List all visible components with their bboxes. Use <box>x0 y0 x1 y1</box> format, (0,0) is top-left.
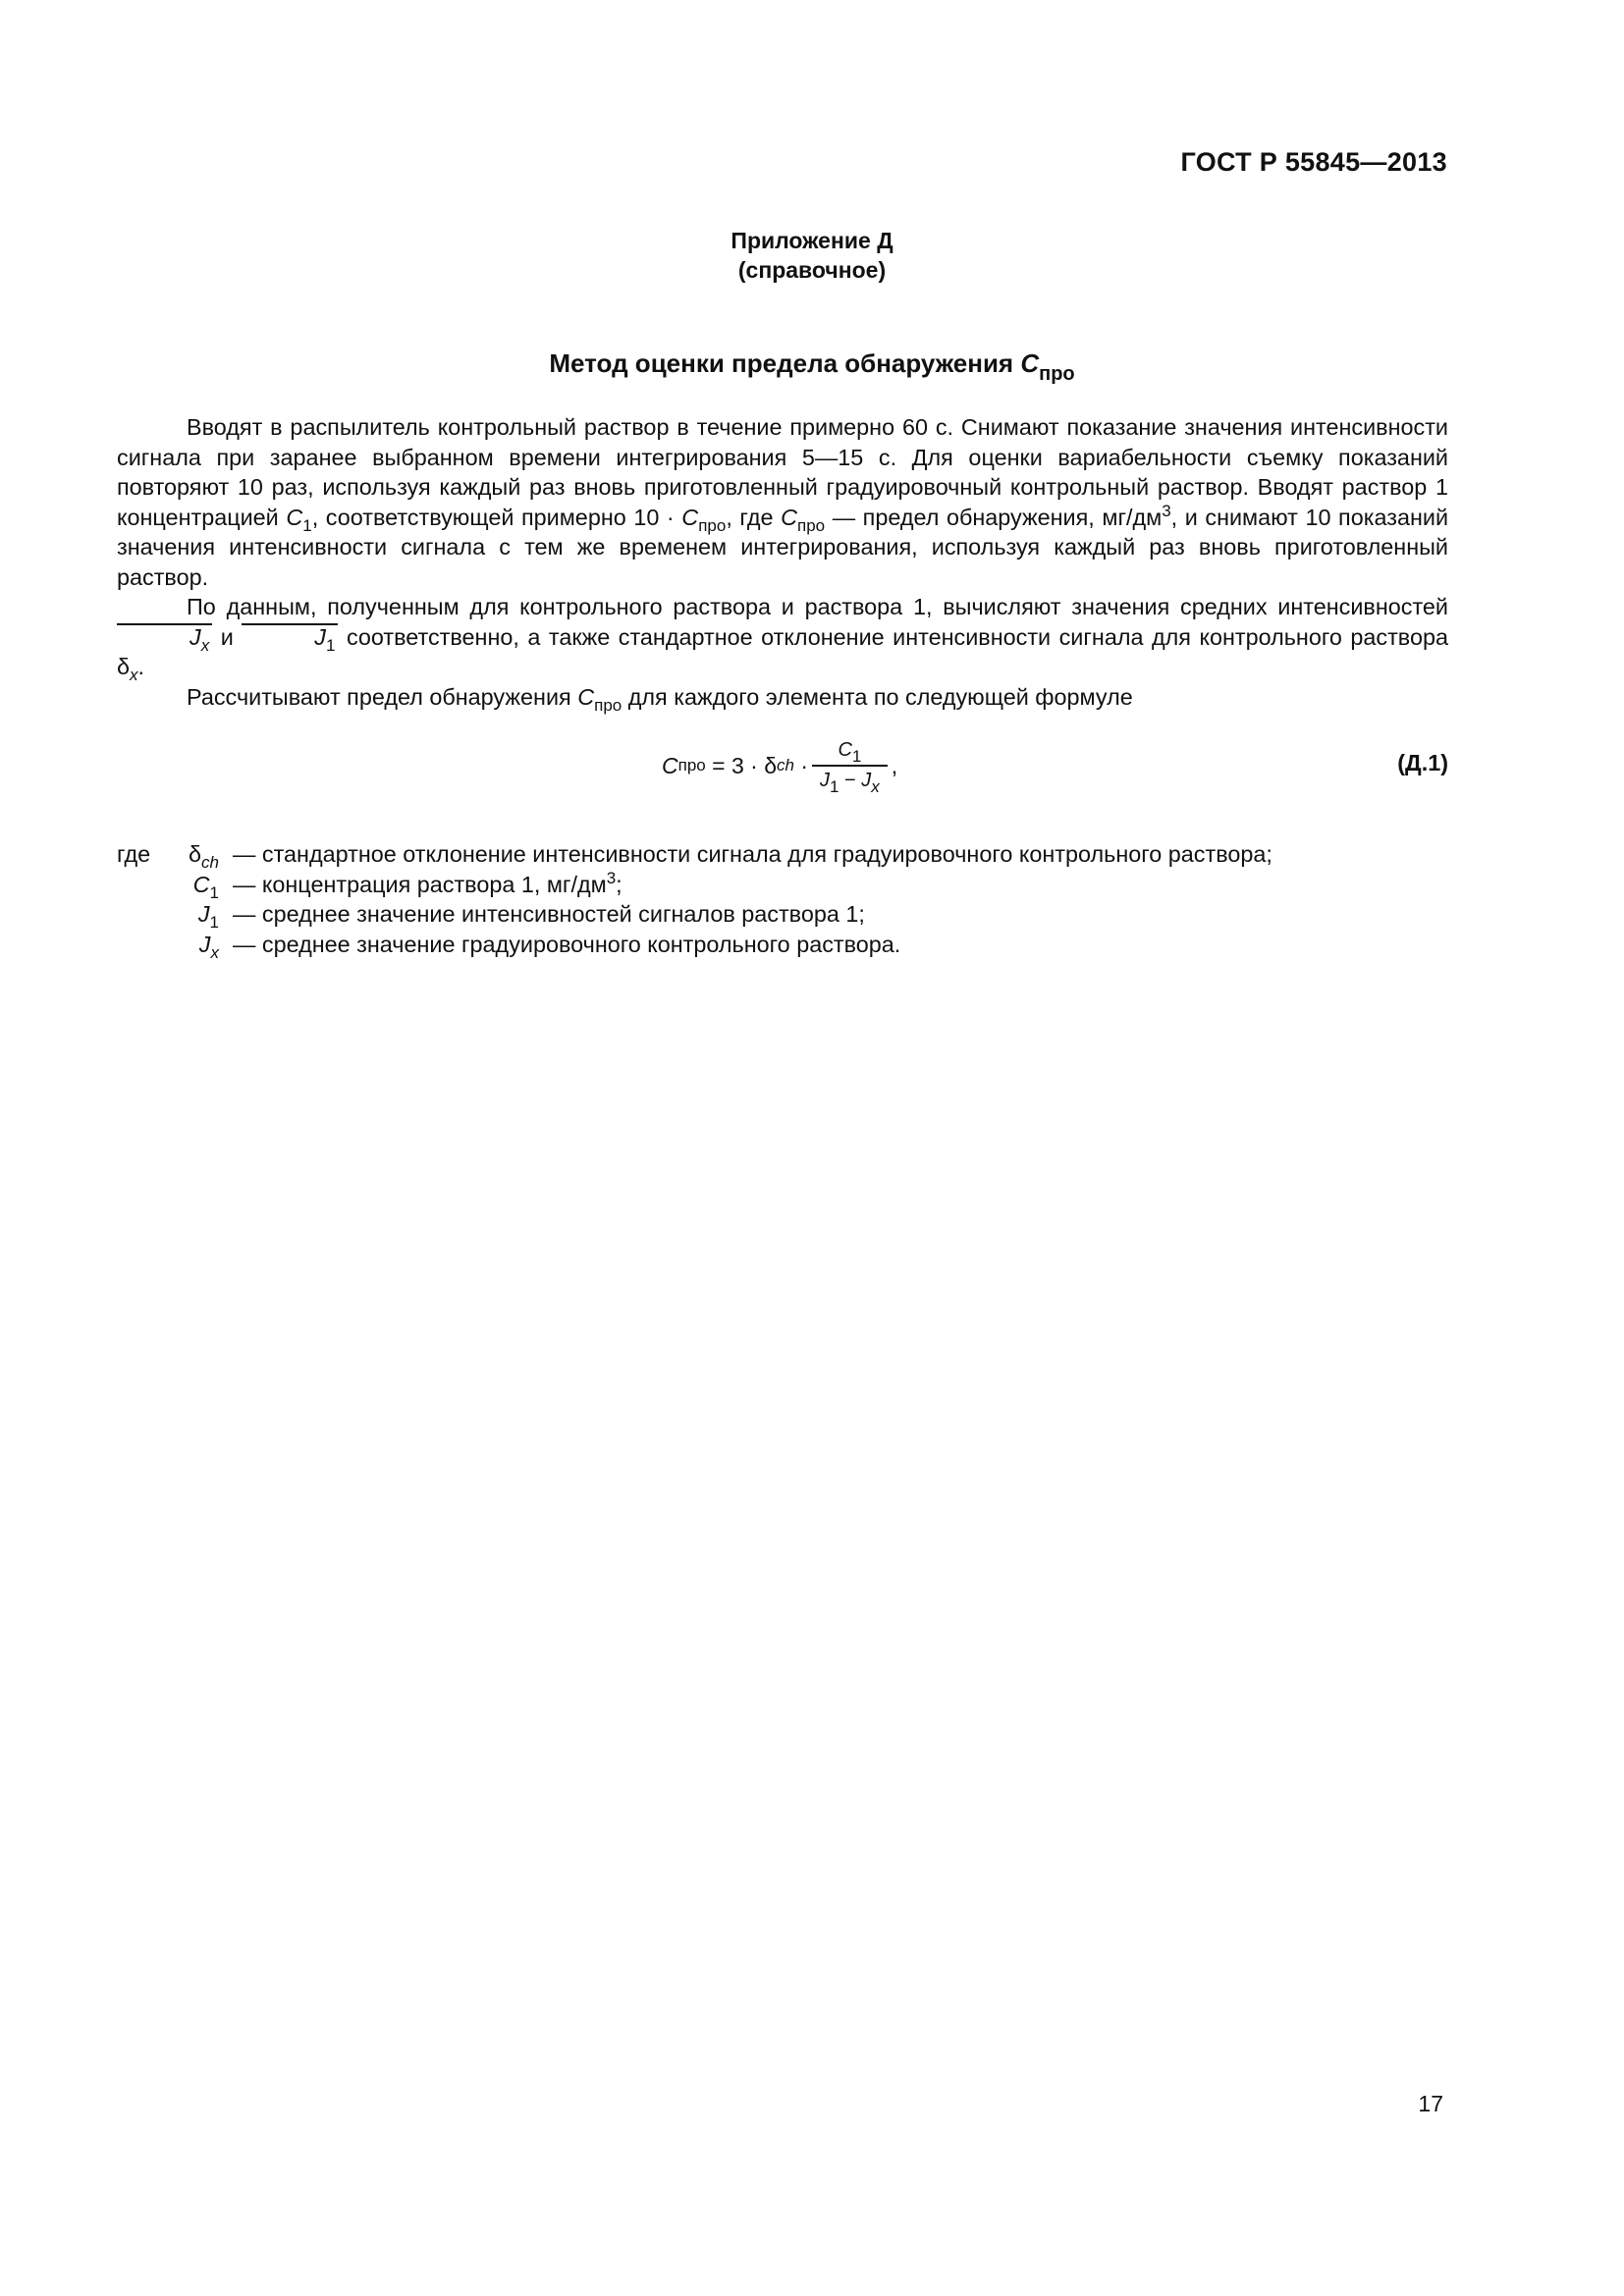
subscript: x <box>200 635 210 655</box>
page-number: 17 <box>1418 2091 1443 2116</box>
symbol-cpro: C <box>781 504 798 530</box>
section-title-text: Метод оценки предела обнаружения <box>549 348 1021 378</box>
subscript: x <box>210 942 219 962</box>
subscript: про <box>594 695 623 715</box>
fraction-numerator <box>830 739 869 765</box>
symbol-j1: J <box>314 623 326 650</box>
symbol-delta: δ <box>189 841 202 867</box>
symbol-j1: J <box>197 901 210 927</box>
formula-punctuation: , <box>891 752 898 778</box>
section-title-subscript: про <box>1039 363 1075 385</box>
subscript: x <box>871 777 880 796</box>
definition-text: — среднее значение интенсивностей сигналов раствора 1; <box>233 901 865 927</box>
symbol-c1: C <box>192 871 210 897</box>
superscript: 3 <box>1162 501 1171 520</box>
definitions-indent <box>117 899 164 930</box>
definition-symbol <box>164 839 233 870</box>
symbol-c1: C <box>838 739 852 761</box>
text-span: . <box>137 654 145 679</box>
definitions-indent <box>117 870 164 900</box>
document-id: ГОСТ Р 55845—2013 <box>1180 147 1447 177</box>
subscript: 1 <box>830 777 839 796</box>
text-span: соответственно, а также стандартное отклонение интенсивности сигнала для контрольного раствора δ <box>117 623 1448 679</box>
definition-text: — среднее значение градуировочного контрольного раствора. <box>233 931 901 957</box>
text-span: для каждого элемента по следующей формуле <box>622 683 1133 710</box>
formula-number: (Д.1) <box>1397 750 1448 775</box>
section-title <box>0 348 1624 385</box>
symbol-jx: J <box>189 623 201 650</box>
subscript: про <box>797 515 826 535</box>
text-span: — предел обнаружения, мг/дм <box>825 504 1163 530</box>
appendix-status: (справочное) <box>737 257 887 283</box>
superscript: 3 <box>606 868 617 887</box>
symbol-cpro: C <box>681 504 699 530</box>
symbol-c1: C <box>286 504 303 530</box>
paragraph-introduction <box>117 412 1448 592</box>
definition-symbol <box>164 899 233 930</box>
subscript: x <box>130 666 138 684</box>
formula-operator: · <box>793 752 809 778</box>
symbol-cpro: C <box>577 683 595 710</box>
text-span: Вводят в распылитель контрольный раствор в течение примерно 60 с. Снимают показание значения интенсивности сигнала при заранее выбранном времени интегрирования 5—15 с. Для оценки вариабельности съемку показаний повторяют 10 раз, используя каждый раз вновь приготовленный градуировочный контрольный раствор. Вводят раствор 1 концентрацией <box>117 414 1448 530</box>
text-span: , где <box>726 504 782 530</box>
definition-symbol <box>164 870 233 900</box>
overline-j1 <box>242 623 338 655</box>
overline-jx <box>117 623 212 655</box>
fraction-denominator <box>812 765 888 796</box>
text-span: и <box>212 623 243 650</box>
definitions-list <box>117 839 1272 962</box>
definition-item <box>117 839 1272 870</box>
definitions-indent <box>117 930 164 960</box>
text-span: , соответствующей примерно 10 · <box>311 504 682 530</box>
formula-operator: = 3 · δ <box>705 752 777 778</box>
subscript: 1 <box>302 515 312 535</box>
formula-fraction <box>812 739 888 796</box>
definition-item <box>117 899 1272 930</box>
paragraph-formula-intro <box>117 682 1448 713</box>
symbol-jx: J <box>198 931 211 957</box>
subscript: 1 <box>325 635 336 655</box>
text-span: , и снимают 10 показаний значения интенсивности сигнала с тем же временем интегрирования, используя каждый раз вновь приготовленный раствор. <box>117 504 1449 590</box>
definition-text <box>233 870 623 900</box>
symbol-j1: J <box>820 770 831 791</box>
subscript: 1 <box>851 747 862 766</box>
formula: C про = 3 · δ ch · $\frac{C_1}{J_1 - J_x}$ , <box>662 739 898 796</box>
formula-lhs-symbol: C <box>662 752 678 778</box>
subscript: 1 <box>209 882 219 902</box>
text-span: — концентрация раствора 1, мг/дм <box>233 871 607 897</box>
definition-text: — стандартное отклонение интенсивности сигнала для градуировочного контрольного раствора; <box>233 841 1272 867</box>
definition-symbol <box>164 930 233 960</box>
text-span: ; <box>616 871 623 897</box>
subscript: про <box>698 515 727 535</box>
symbol-jx: J <box>861 770 872 791</box>
definition-item <box>117 930 1272 960</box>
paragraph-calculation <box>117 592 1448 682</box>
formula-block <box>117 726 1448 805</box>
section-title-symbol: C <box>1020 348 1040 378</box>
subscript: 1 <box>209 913 219 932</box>
text-span: Рассчитывают предел обнаружения <box>187 683 578 710</box>
body-text <box>117 412 1449 715</box>
text-span: По данным, полученным для контрольного раствора и раствора 1, вычисляют значения средних интенсивностей <box>187 594 1448 619</box>
appendix-heading <box>0 226 1624 285</box>
definition-item <box>117 870 1272 900</box>
subscript: ch <box>201 853 219 872</box>
definitions-lead: где <box>117 841 151 867</box>
appendix-title: Приложение Д <box>731 228 893 253</box>
formula-operator: − <box>839 770 862 791</box>
